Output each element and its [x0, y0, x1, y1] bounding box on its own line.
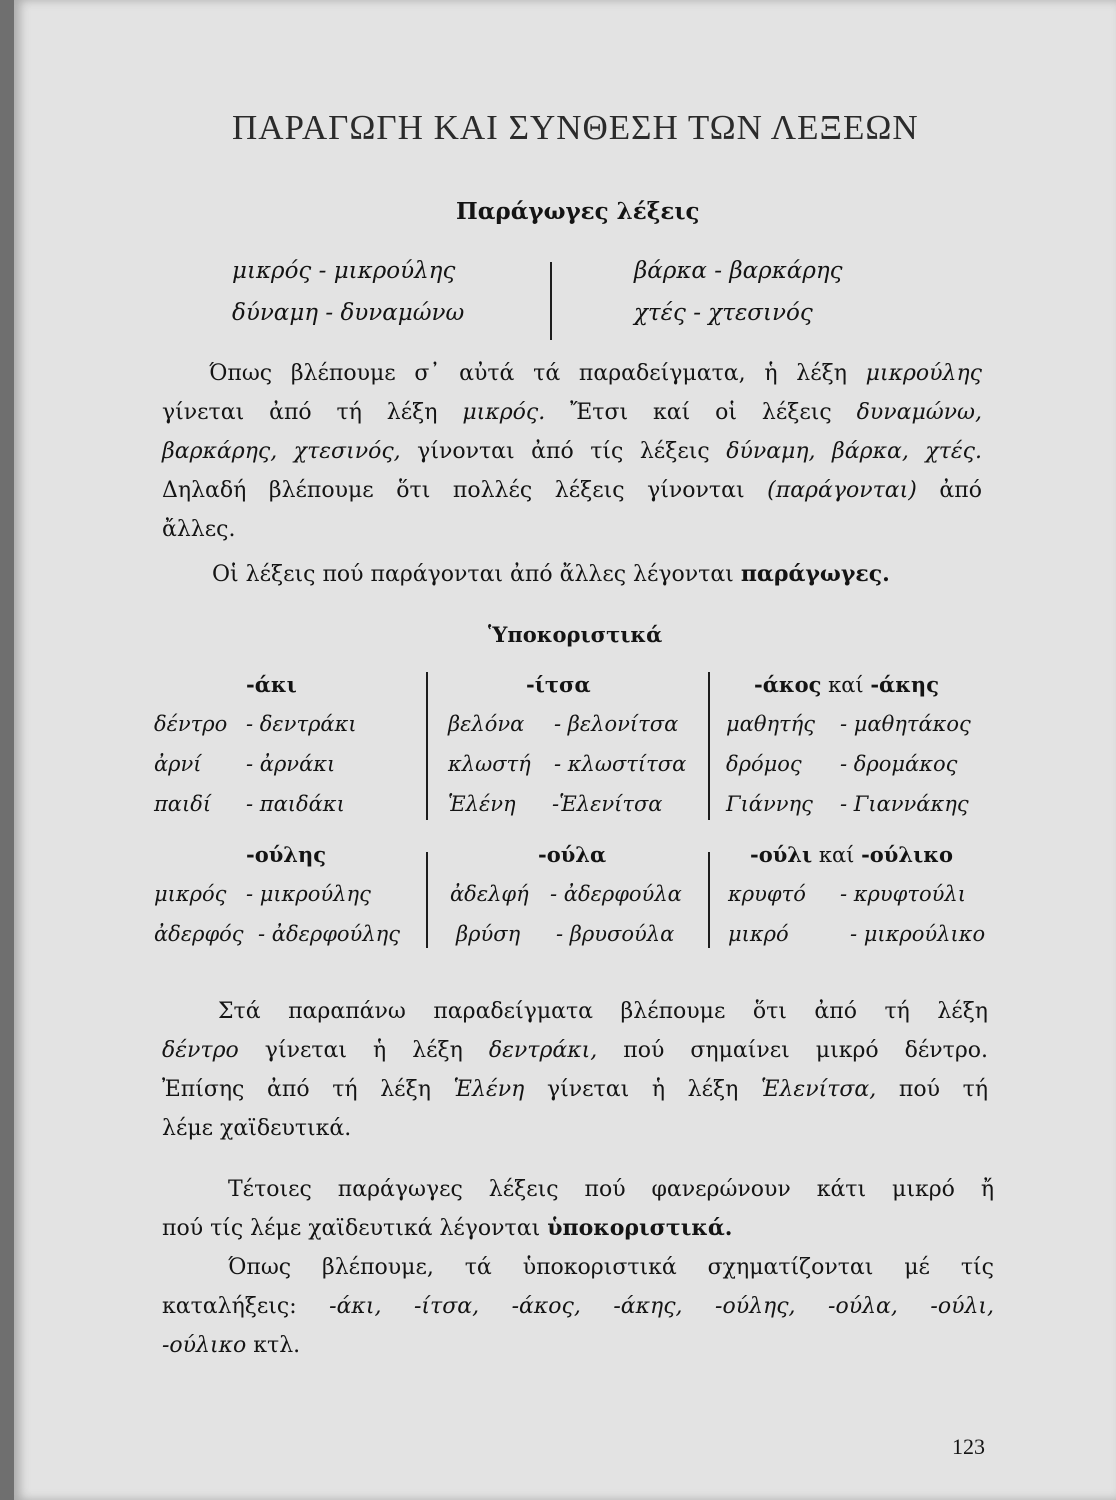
example-left-2: δύναμη - δυναμώνω [232, 300, 465, 326]
group-itsa-header: -ίτσα [526, 672, 591, 697]
akos-dim-2: - δρομάκος [840, 752, 958, 776]
paragraph-3 [162, 992, 988, 1148]
derived-words-heading: Παράγωγες λέξεις [456, 198, 700, 225]
paragraph-1-line-4: Δηλαδή βλέπουμε ὅτι πολλές λέξεις γίνονται (παράγονται) ἀπό [162, 478, 982, 503]
itsa-dim-2: - κλωστίτσα [554, 752, 687, 776]
paragraph-5-line-1: Όπως βλέπουμε, τά ὑποκοριστικά σχηματίζονται μέ τίς [228, 1255, 994, 1280]
paragraph-1-line-2: γίνεται ἀπό τή λέξη μικρός. Ἔτσι καί οἱ λέξεις δυναμώνω, [162, 400, 982, 425]
group-oulis-header: -ούλης [246, 842, 327, 867]
paragraph-4 [162, 1170, 994, 1248]
paragraph-1-line-1: Όπως βλέπουμε σ᾽ αὐτά τά παραδείγματα, ἡ λέξη μικρούλης [209, 361, 982, 386]
akos-dim-1: - μαθητάκος [840, 712, 971, 736]
ouli-word-1: κρυφτό [728, 882, 806, 906]
page-number: 123 [952, 1434, 985, 1459]
aki-dim-2: - ἀρνάκι [246, 752, 336, 776]
paragraph-5-line-3: -ούλικο κτλ. [162, 1333, 301, 1358]
aki-dim-3: - παιδάκι [246, 792, 345, 816]
diminutives-heading: Ὑποκοριστικά [488, 622, 663, 647]
paragraph-3-line-1: Στά παραπάνω παραδείγματα βλέπουμε ὅτι ἀπό τή λέξη [218, 999, 988, 1024]
oula-word-2: βρύση [456, 922, 521, 946]
group-aki-header: -άκι [246, 672, 297, 697]
group-akos-akis-header: -άκος καί -άκης [754, 672, 939, 697]
paragraph-2: Οἱ λέξεις πού παράγονται ἀπό ἄλλες λέγονται παράγωγες. [212, 561, 890, 587]
akos-word-2: δρόμος [726, 752, 802, 776]
page-title: ΠΑΡΑΓΩΓΗ ΚΑΙ ΣΥΝΘΕΣΗ ΤΩΝ ΛΕΞΕΩΝ [232, 108, 919, 147]
example-right-2: χτές - χτεσινός [634, 300, 813, 326]
itsa-word-1: βελόνα [448, 712, 525, 736]
oulis-word-2: ἀδερφός [154, 922, 244, 946]
itsa-word-3: Ἑλένη [448, 792, 516, 816]
paragraph-3-line-4: λέμε χαϊδευτικά. [162, 1116, 352, 1141]
ouliko-dim-2: - μικρούλικο [850, 922, 986, 946]
examples-divider [550, 262, 552, 340]
itsa-dim-1: - βελονίτσα [554, 712, 679, 736]
table-divider-4 [708, 852, 710, 948]
paragraph-3-line-3: Ἐπίσης ἀπό τή λέξη Ἑλένη γίνεται ἡ λέξη Ἑλενίτσα, πού τή [162, 1077, 988, 1102]
paragraph-4-line-2: πού τίς λέμε χαϊδευτικά λέγονται ὑποκοριστικά. [162, 1215, 733, 1241]
akis-word-3: Γιάννης [726, 792, 813, 816]
example-left-1: μικρός - μικρούλης [232, 258, 456, 284]
ouliko-word-2: μικρό [728, 922, 789, 946]
table-divider-2 [708, 672, 710, 820]
akos-word-1: μαθητής [726, 712, 816, 736]
paragraph-1-line-5: ἄλλες. [162, 517, 236, 542]
paragraph-5 [162, 1248, 994, 1365]
aki-dim-1: - δεντράκι [246, 712, 357, 736]
paragraph-4-line-1: Τέτοιες παράγωγες λέξεις πού φανερώνουν κάτι μικρό ἤ [228, 1177, 994, 1202]
aki-word-2: ἀρνί [154, 752, 202, 776]
table-divider-3 [426, 852, 428, 948]
ouli-dim-1: - κρυφτούλι [840, 882, 966, 906]
akis-dim-3: - Γιαννάκης [840, 792, 969, 816]
oulis-dim-1: - μικρούλης [246, 882, 371, 906]
group-oula-header: -ούλα [538, 842, 607, 867]
paragraph-3-line-2: δέντρο γίνεται ἡ λέξη δεντράκι, πού σημαίνει μικρό δέντρο. [162, 1038, 988, 1063]
table-divider-1 [426, 672, 428, 820]
oula-dim-2: - βρυσούλα [556, 922, 675, 946]
aki-word-1: δέντρο [154, 712, 228, 736]
paragraph-1 [162, 354, 982, 549]
itsa-dim-3: -Ἑλενίτσα [552, 792, 663, 816]
aki-word-3: παιδί [154, 792, 212, 816]
oula-word-1: ἀδελφή [450, 882, 529, 906]
group-ouli-ouliko-header: -ούλι καί -ούλικο [750, 842, 954, 867]
book-page [14, 0, 1116, 1500]
oula-dim-1: - ἀδερφούλα [550, 882, 682, 906]
itsa-word-2: κλωστή [448, 752, 531, 776]
oulis-dim-2: - ἀδερφούλης [258, 922, 400, 946]
paragraph-5-line-2: καταλήξεις: -άκι, -ίτσα, -άκος, -άκης, -ούλης, -ούλα, -ούλι, [162, 1294, 995, 1319]
oulis-word-1: μικρός [154, 882, 227, 906]
paragraph-1-line-3: βαρκάρης, χτεσινός, γίνονται ἀπό τίς λέξεις δύναμη, βάρκα, χτές. [162, 439, 982, 464]
example-right-1: βάρκα - βαρκάρης [634, 258, 843, 284]
